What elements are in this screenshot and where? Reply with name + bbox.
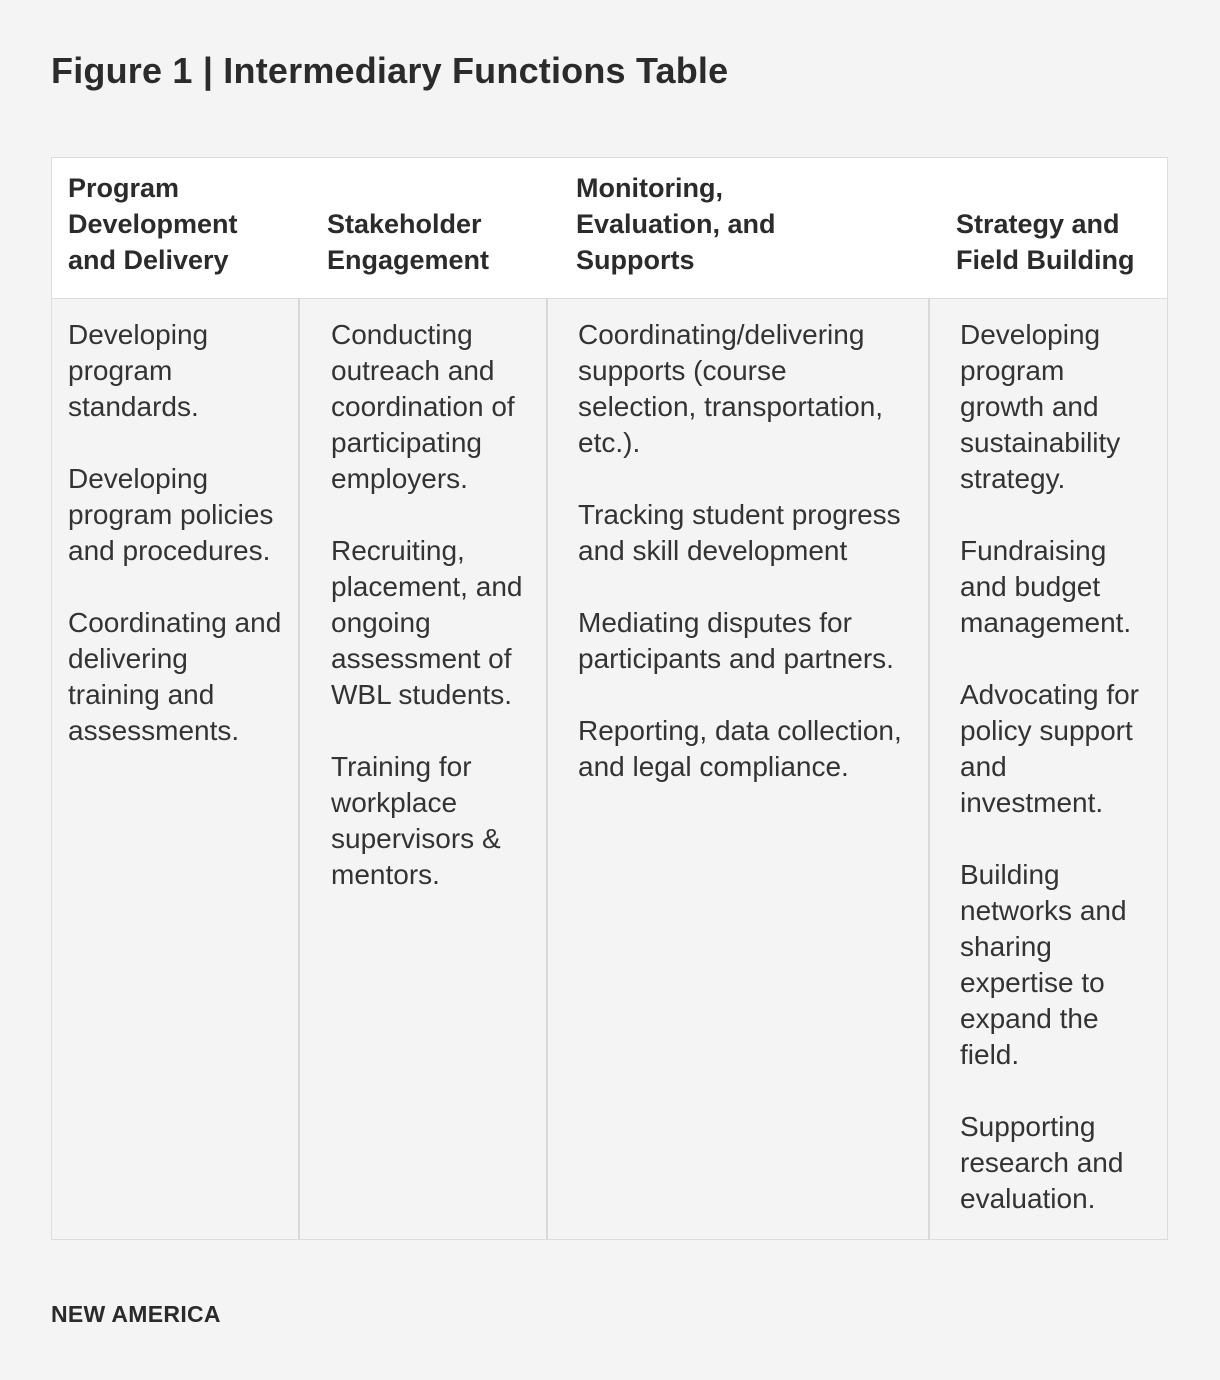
- column-cell-program-development: [52, 299, 298, 1239]
- table-list-item: Recruiting, placement, and ongoing assessment of WBL students.: [331, 535, 523, 710]
- table-list-item: Training for workplace supervisors & mentors.: [331, 751, 501, 890]
- column-header-label: Stakeholder Engagement: [327, 209, 490, 275]
- column-cell-stakeholder-engagement: [298, 299, 546, 1239]
- table-list-item: Developing program standards.: [68, 319, 209, 422]
- table-list-item: Tracking student progress and skill development: [578, 499, 901, 566]
- figure-title: Figure 1 | Intermediary Functions Table: [51, 50, 729, 91]
- table-list-item: Conducting outreach and coordination of participating employers.: [331, 319, 515, 494]
- column-header-label: Monitoring, Evaluation, and Supports: [576, 173, 776, 275]
- column-header-stakeholder-engagement: [298, 158, 546, 299]
- table-list-item: Fundraising and budget management.: [960, 535, 1132, 638]
- column-header-program-development: [52, 158, 298, 299]
- column-cell-strategy-field-building: [928, 299, 1167, 1239]
- table-list-item: Developing program growth and sustainability strategy.: [960, 319, 1121, 494]
- table-list-item: Mediating disputes for participants and partners.: [578, 607, 894, 674]
- table-list-item: Coordinating and delivering training and assessments.: [68, 607, 282, 746]
- functions-table: [51, 157, 1168, 1240]
- table-list-item: Reporting, data collection, and legal compliance.: [578, 715, 902, 782]
- table-list-item: Advocating for policy support and investment.: [960, 679, 1139, 818]
- column-cell-monitoring-evaluation: [546, 299, 928, 1239]
- column-header-label: Strategy and Field Building: [956, 209, 1135, 275]
- column-header-strategy-field-building: [928, 158, 1167, 299]
- table-list-item: Supporting research and evaluation.: [960, 1111, 1124, 1214]
- column-header-label: Program Development and Delivery: [68, 173, 238, 275]
- table-list-item: Building networks and sharing expertise to expand the field.: [960, 859, 1127, 1070]
- table-list-item: Coordinating/delivering supports (course selection, transportation, etc.).: [578, 319, 884, 458]
- column-header-monitoring-evaluation: [546, 158, 928, 299]
- table-list-item: Developing program policies and procedures.: [68, 463, 274, 566]
- brand-logo-text: NEW AMERICA: [51, 1301, 221, 1327]
